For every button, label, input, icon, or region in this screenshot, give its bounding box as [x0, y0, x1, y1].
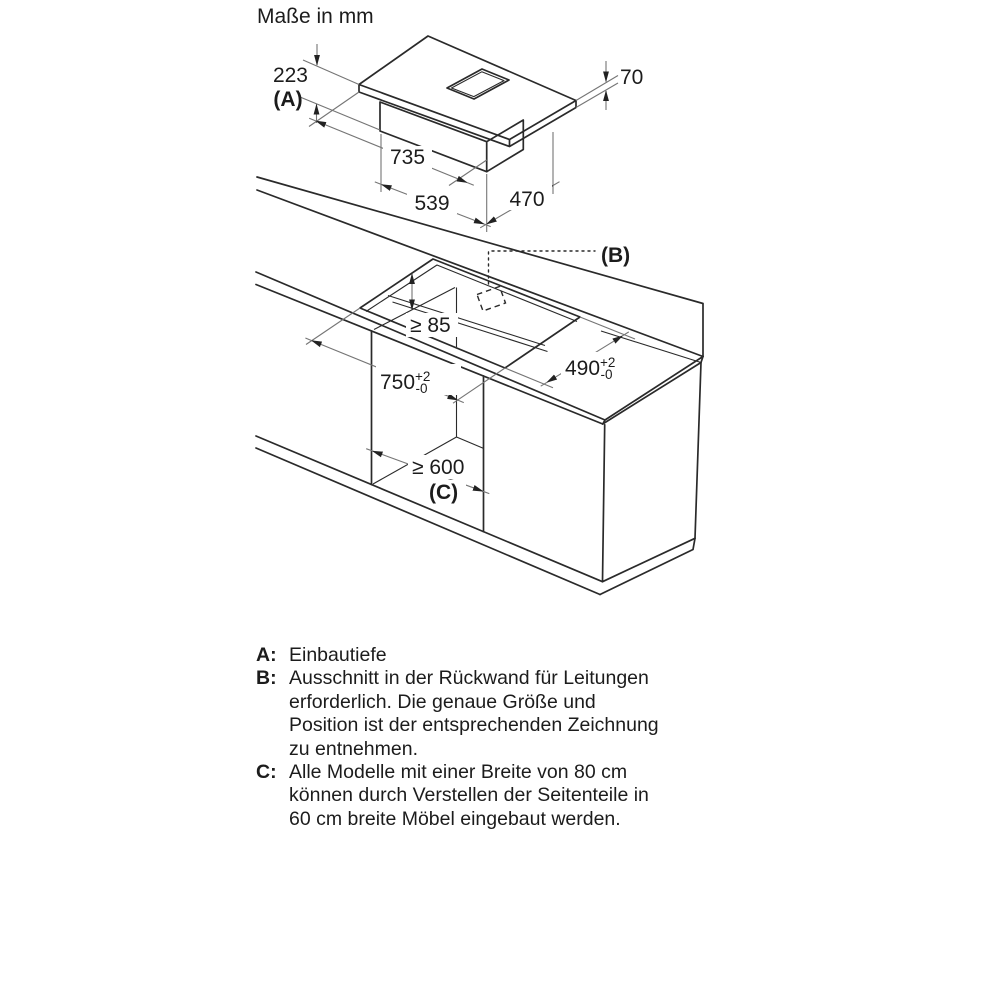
dim-750-tol-plus: +2 [415, 369, 431, 384]
legend-line: zu entnehmen. [289, 737, 419, 760]
legend-line: Position ist der entsprechenden Zeichnung [289, 714, 659, 737]
dim-min600-label: ≥ 600 [412, 456, 465, 479]
dim-490-tol-plus: +2 [600, 355, 616, 370]
legend-item-a [256, 644, 736, 667]
page-title: Maße in mm [257, 5, 374, 28]
rear-cutout-callout [477, 251, 595, 311]
dim-490-label [565, 355, 615, 382]
legend-text-b [289, 667, 736, 761]
legend-key-c: C: [256, 761, 277, 784]
legend-line: erforderlich. Die genaue Größe und [289, 690, 596, 713]
ref-a-label: (A) [273, 88, 303, 111]
plinth-right-edge [600, 538, 695, 594]
legend-text-a [289, 644, 736, 667]
dim-735-label: 735 [389, 146, 426, 169]
dim-750-value: 750 [380, 371, 416, 394]
right-side-panel [603, 363, 702, 582]
worktop-back-edge [257, 190, 703, 357]
legend-line: können durch Verstellen der Seitenteile in [289, 784, 649, 807]
legend-line: Alle Modelle mit einer Breite von 80 cm [289, 761, 628, 784]
ext-70-bottom [576, 83, 618, 108]
dim-539-label: 539 [414, 192, 450, 215]
dim-223-label: 223 [272, 64, 308, 87]
legend-item-b [256, 667, 736, 761]
legend-item-c [256, 761, 736, 831]
ext-750-left [306, 308, 360, 345]
hob-glass-top-outline [359, 36, 576, 140]
legend-line: 60 cm breite Möbel eingebaut werden. [289, 807, 621, 830]
legend-text-c [289, 761, 736, 831]
dim-70-label: 70 [620, 66, 644, 89]
ext-490-front [505, 368, 553, 388]
rear-wall-bottom-edge [457, 437, 484, 448]
dim-470-label: 470 [509, 188, 545, 211]
ref-c-label: (C) [429, 481, 459, 504]
legend [256, 644, 736, 831]
dim-490-tol-minus: -0 [600, 367, 613, 382]
legend-line: Einbautiefe [289, 644, 387, 666]
dim-750-tol-minus: -0 [415, 381, 428, 396]
ext-223-top [303, 60, 359, 85]
legend-key-b: B: [256, 667, 277, 690]
worktop-front-band [256, 272, 605, 424]
ext-70-top [576, 76, 618, 101]
legend-line: Ausschnitt in der Rückwand für Leitungen [289, 667, 649, 690]
ref-b-label: (B) [601, 244, 631, 267]
dim-min85-label: ≥ 85 [410, 314, 451, 337]
rear-wall-cutout-dashed [477, 287, 506, 312]
legend-key-a: A: [256, 644, 277, 666]
hob-body-side-face [487, 120, 524, 172]
dim-750-label [380, 369, 430, 396]
dim-490-value: 490 [565, 357, 601, 380]
